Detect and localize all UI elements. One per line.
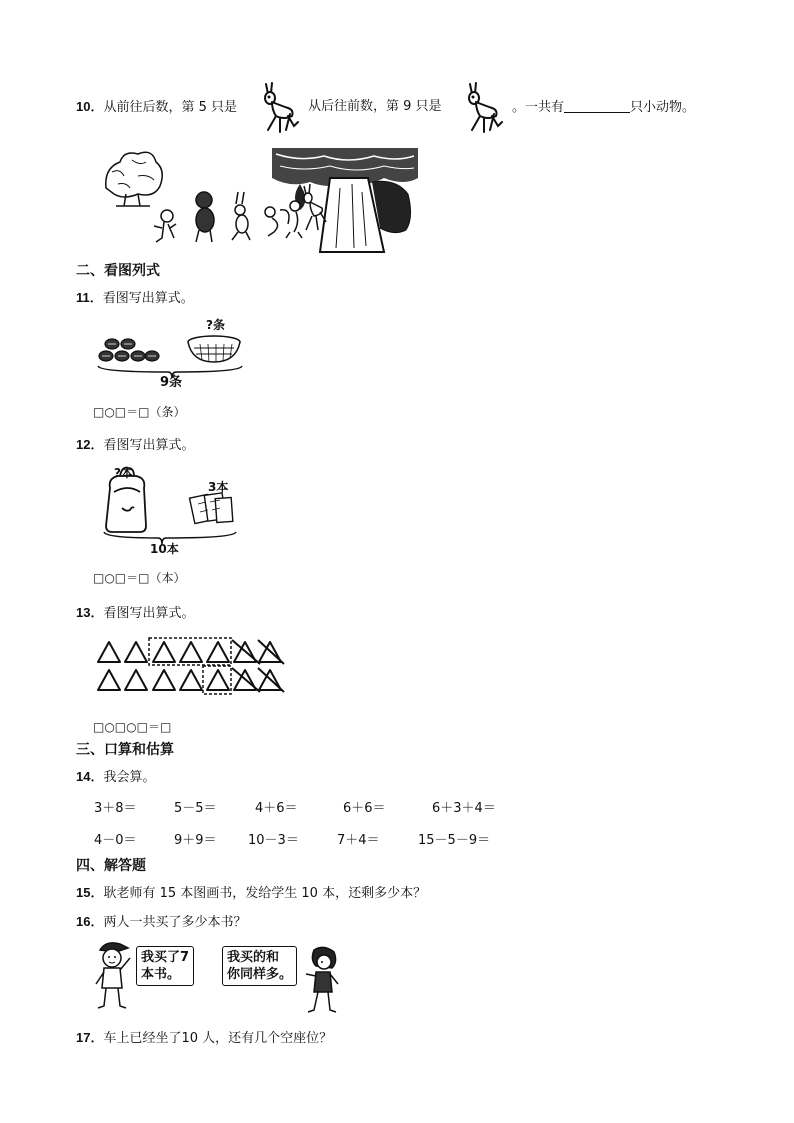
question-12 [76,436,194,455]
books-count-label: 3本 [208,480,229,494]
question-17 [76,1029,332,1048]
question-number: 14． [76,769,104,784]
answer-template: □○□○□＝□ [93,720,172,734]
question-text: 我会算。 [103,770,156,785]
speech-bubble-boy: 我买了7 本书。 [136,946,194,986]
question-text: 只小动物。 [630,100,696,115]
calc-item: 4＋6＝ [255,801,298,816]
question-text: 。一共有 [512,100,565,115]
bag-unknown-label: ?本 [114,466,133,480]
question-number: 15． [76,885,104,900]
fish-total-label: 9条 [160,375,183,390]
question-13 [76,604,194,623]
question-number: 12． [76,437,104,452]
girl-figure [300,944,344,1016]
question-10-line [76,98,237,117]
question-number: 13． [76,605,104,620]
question-16 [76,913,246,932]
animals-forest-illustration [104,148,418,252]
question-text: 看图写出算式。 [103,606,195,621]
books-total-label: 10本 [150,542,179,556]
deer-icon [462,80,504,136]
calc-item: 10－3＝ [248,833,299,848]
question-10-part2: 从后往前数，第 9 只是 [308,99,442,114]
calc-item: 7＋4＝ [337,833,380,848]
fish-unknown-label: ?条 [206,318,225,332]
deer-icon [258,80,300,136]
calc-item: 6＋6＝ [343,801,386,816]
calc-item: 9＋9＝ [174,833,217,848]
section-title: 四、解答题 [76,858,146,874]
question-15 [76,884,426,903]
answer-template: □○□＝□（本） [93,571,186,585]
calc-item: 3＋8＝ [94,801,137,816]
calc-item: 6＋3＋4＝ [432,801,496,816]
section-title: 三、口算和估算 [76,742,174,758]
question-number: 17． [76,1030,104,1045]
calc-item: 15－5－9＝ [418,833,491,848]
question-text: 两人一共买了多少本书？ [103,915,247,930]
answer-template: □○□＝□（条） [93,405,186,419]
triangles-figure [96,636,286,698]
question-text: 耿老师有 15 本图画书，发给学生 10 本，还剩多少本？ [103,886,427,901]
question-text: 从前往后数，第 5 只是 [103,100,238,115]
question-number: 10． [76,99,104,114]
question-14 [76,768,155,787]
question-text: 看图写出算式。 [103,438,195,453]
question-10-part3 [512,98,695,117]
question-text: 车上已经坐了10 人，还有几个空座位？ [103,1031,333,1046]
question-number: 16． [76,914,104,929]
boy-figure [94,940,134,1012]
calc-item: 5－5＝ [174,801,217,816]
speech-bubble-girl: 我买的和 你同样多。 [222,946,297,986]
calc-item: 4－0＝ [94,833,137,848]
question-text: 看图写出算式。 [102,291,194,306]
question-number: 11． [76,290,103,305]
question-11 [76,289,194,308]
answer-blank[interactable] [564,98,630,113]
section-title: 二、看图列式 [76,263,160,279]
